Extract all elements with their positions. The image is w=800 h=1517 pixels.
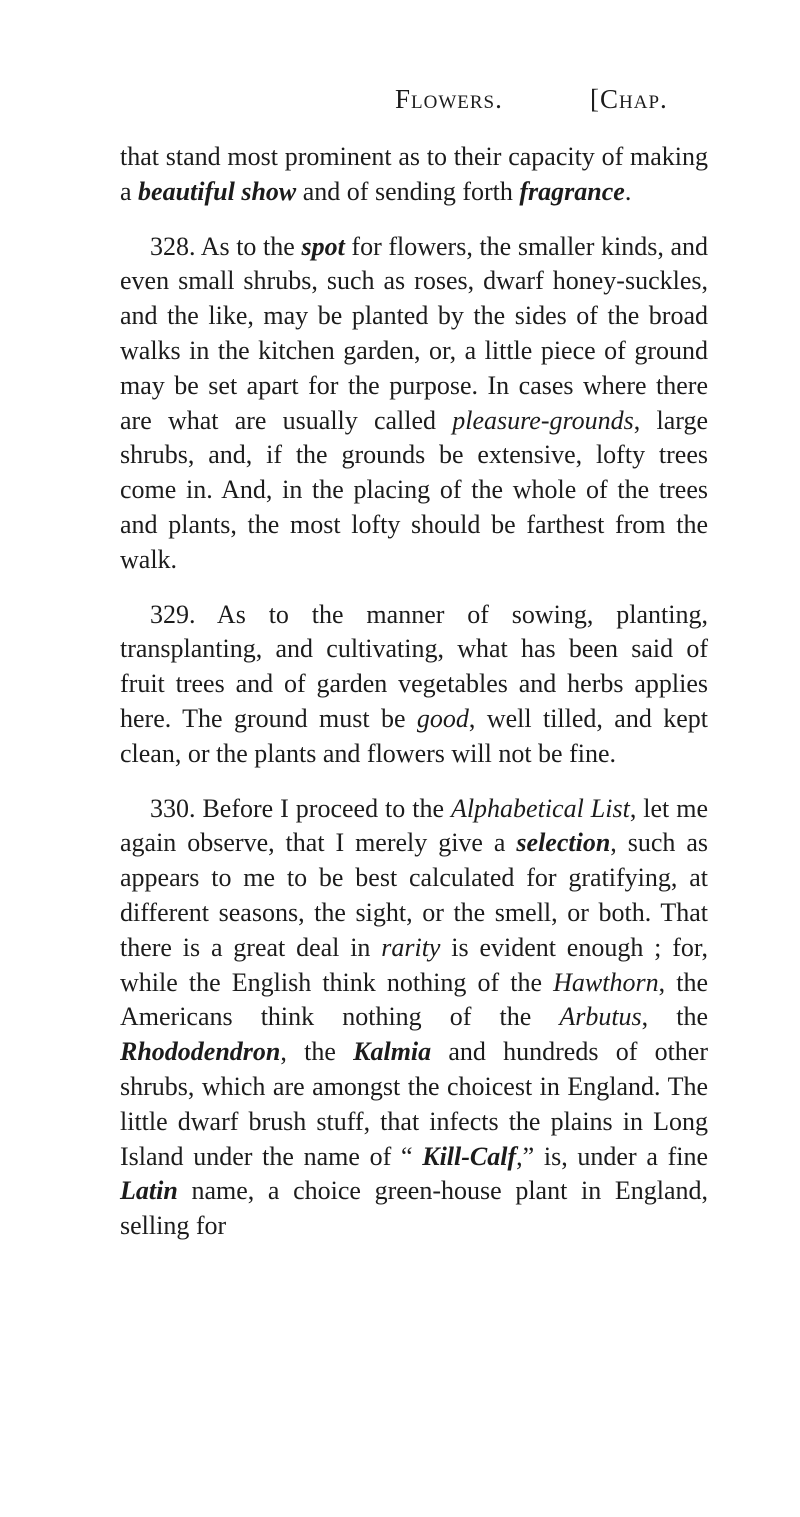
- italic-text: Alphabetical List: [450, 793, 630, 823]
- italic-text: Arbutus: [559, 1002, 642, 1032]
- running-head: [330, 84, 750, 124]
- text-run: that stand most prominent as to their capacity of making a: [120, 142, 708, 206]
- italic-text: pleasure-grounds: [452, 405, 634, 435]
- emphasis-text: spot: [301, 231, 345, 261]
- emphasis-text: fragrance: [519, 176, 625, 206]
- italic-text: rarity: [381, 932, 441, 962]
- text-run: .: [624, 176, 632, 206]
- emphasis-text: beautiful show: [138, 176, 297, 206]
- text-run: , the Americans think nothing of the: [120, 967, 708, 1032]
- text-run: As to the manner of sowing, planting, transplanting, and cultivating, what has been said of fruit trees and of garden vegetables and herbs applies here. The ground must be: [120, 599, 708, 733]
- running-head-chapter: [Chap.: [590, 84, 668, 114]
- text-run: , let me again observe, that I merely give a: [120, 793, 708, 858]
- paragraph-328: [120, 230, 708, 578]
- text-run: , large shrubs, and, if the grounds be extensive, lofty trees come in. And, in the placing of the whole of the trees and plants, the most lofty should be farthest from the walk.: [120, 405, 708, 574]
- text-run: , the: [280, 1037, 354, 1067]
- italic-text: Hawthorn: [553, 967, 659, 997]
- body-text: [120, 140, 708, 1244]
- emphasis-text: Rhododendron: [120, 1037, 281, 1067]
- text-run: As to the: [195, 231, 302, 261]
- text-run: and of sending forth: [296, 176, 520, 206]
- paragraph-continuation: [120, 140, 708, 210]
- running-head-title: Flowers.: [395, 84, 503, 114]
- text-run: Before I proceed to the: [195, 793, 451, 823]
- paragraph-number: 329.: [150, 599, 196, 629]
- paragraph-329: [120, 598, 708, 772]
- text-run: and hundreds of other shrubs, which are amongst the choicest in England. The little dwarf brush stuff, that infects the plains in Long Island under the name of “: [120, 1037, 709, 1171]
- text-run: , well tilled, and kept clean, or the plants and flowers will not be fine.: [120, 703, 708, 768]
- text-run: is evident enough ; for, while the English think nothing of the: [120, 932, 708, 997]
- text-run: , the: [641, 1002, 709, 1032]
- emphasis-text: selection: [516, 828, 611, 858]
- text-run: for flowers, the smaller kinds, and even small shrubs, such as roses, dwarf honey-suckles, and the like, may be planted by the sides of the broad walks in the kitchen garden, or, a little piece of ground may be set apart for the purpose. In cases where there are what are usually called: [120, 231, 709, 435]
- italic-text: good: [416, 703, 469, 733]
- emphasis-text: Kalmia: [353, 1037, 432, 1067]
- text-run: , such as appears to me to be best calculated for gratifying, at different seasons, the sight, or the smell, or both. That there is a great deal in: [120, 828, 708, 962]
- paragraph-330: [120, 792, 708, 1244]
- text-run: name, a choice green-house plant in England, selling for: [120, 1176, 708, 1241]
- text-run: ,” is, under a fine: [516, 1141, 708, 1171]
- paragraph-number: 328.: [150, 231, 196, 261]
- emphasis-text: Latin: [120, 1176, 178, 1206]
- paragraph-number: 330.: [150, 793, 196, 823]
- emphasis-text: Kill-Calf: [422, 1141, 517, 1171]
